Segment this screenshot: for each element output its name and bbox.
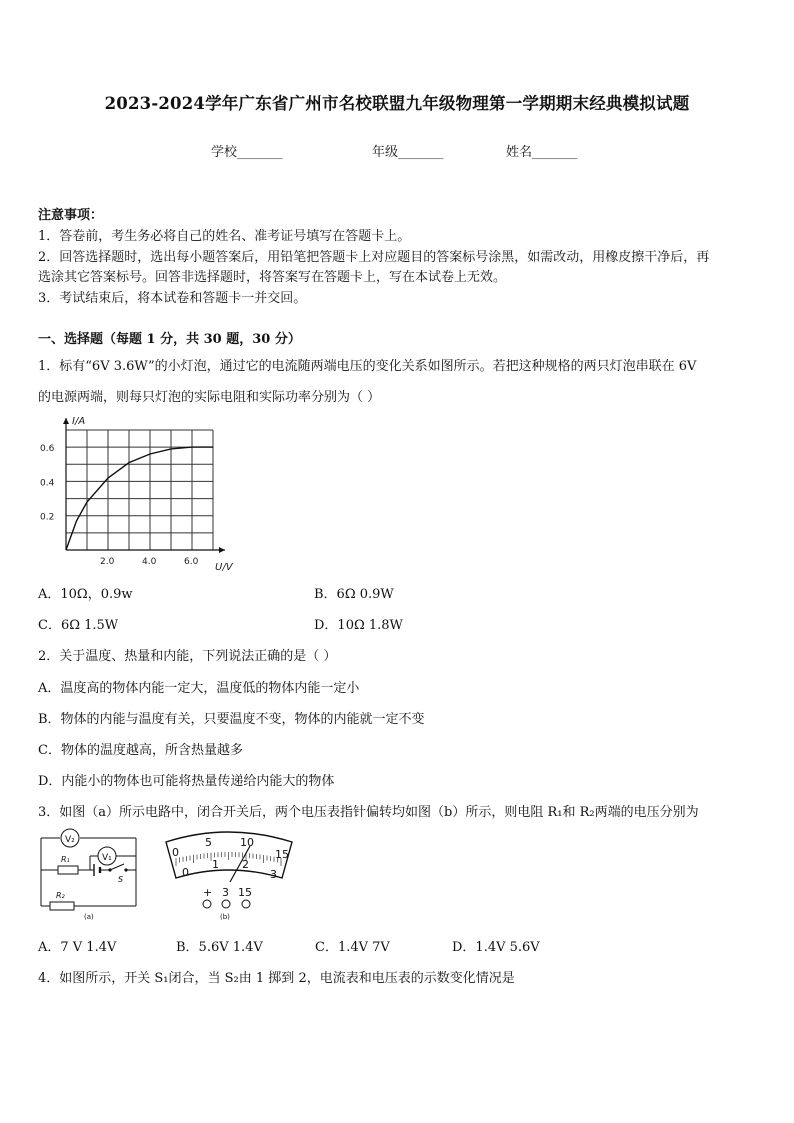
terminal-icon — [242, 900, 250, 908]
school-field: 学校_______ — [211, 145, 283, 160]
dial-bottom-label: 3 — [270, 868, 277, 881]
x-tick-label: 2.0 — [100, 557, 115, 567]
v2-label: V₂ — [65, 835, 75, 845]
x-tick-label: 6.0 — [184, 557, 199, 567]
q1-option-a[interactable]: A．10Ω，0.9w — [38, 587, 133, 602]
q1-stem: 的电源两端，则每只灯泡的实际电阻和实际功率分别为（ ） — [38, 390, 381, 405]
terminal-label: + — [203, 886, 213, 899]
grade-field: 年级_______ — [372, 145, 444, 160]
y-tick-label: 0.2 — [40, 512, 55, 523]
chart-grid — [66, 430, 213, 550]
terminal-label: 15 — [238, 886, 252, 899]
terminal-icon — [222, 900, 230, 908]
q3-option-b[interactable]: B．5.6V 1.4V — [176, 940, 263, 955]
q2-option-b[interactable]: B．物体的内能与温度有关，只要温度不变，物体的内能就一定不变 — [38, 712, 425, 727]
dial-top-label: 0 — [172, 846, 179, 859]
dial-top-label: 5 — [205, 836, 212, 849]
q1-option-b[interactable]: B．6Ω 0.9W — [314, 587, 394, 602]
q1-option-c[interactable]: C．6Ω 1.5W — [38, 618, 119, 633]
s-label: S — [118, 875, 124, 884]
terminal-icon — [203, 900, 211, 908]
dial-bottom-label: 0 — [182, 866, 189, 879]
resistor-r2-icon — [50, 902, 74, 910]
dial-bottom-label: 2 — [242, 858, 249, 871]
figure-a-label: (a) — [84, 913, 94, 921]
x-tick-label: 4.0 — [142, 557, 157, 567]
dial-top-label: 15 — [275, 848, 289, 861]
figure-b-label: (b) — [220, 913, 230, 921]
q3-option-d[interactable]: D．1.4V 5.6V — [452, 940, 540, 955]
switch-icon — [108, 868, 111, 871]
q3-voltmeter-dial — [160, 828, 300, 924]
q1-option-d[interactable]: D．10Ω 1.8W — [314, 618, 403, 633]
q2-option-d[interactable]: D．内能小的物体也可能将热量传递给内能大的物体 — [38, 774, 335, 789]
q3-option-c[interactable]: C．1.4V 7V — [315, 940, 390, 955]
q2-option-a[interactable]: A．温度高的物体内能一定大，温度低的物体内能一定小 — [38, 681, 360, 696]
x-axis-arrow — [219, 547, 225, 553]
notice-item: 3．考试结束后，将本试卷和答题卡一并交回。 — [38, 291, 307, 306]
q2-option-c[interactable]: C．物体的温度越高，所含热量越多 — [38, 743, 243, 758]
notice-item: 2．回答选择题时，选出每小题答案后，用铅笔把答题卡上对应题目的答案标号涂黑，如需改动，用橡皮擦干净后，再 — [38, 250, 710, 265]
r1-label: R₁ — [61, 855, 70, 864]
resistor-r1-icon — [58, 866, 78, 874]
dial-bottom-label: 1 — [212, 858, 219, 871]
q3-stem: 3．如图（a）所示电路中，闭合开关后，两个电压表指针偏转均如图（b）所示，则电阻 R₁和 R₂两端的电压分别为 — [38, 805, 699, 820]
x-axis-label: U/V — [215, 562, 233, 573]
q1-iv-chart — [36, 412, 233, 573]
notice-item: 1．答卷前，考生务必将自己的姓名、准考证号填写在答题卡上。 — [38, 229, 411, 244]
notice-heading: 注意事项： — [38, 208, 104, 223]
dial-top-label: 10 — [240, 836, 254, 849]
q2-stem: 2．关于温度、热量和内能，下列说法正确的是（ ） — [38, 649, 337, 664]
y-axis-label: I/A — [72, 416, 86, 427]
name-field: 姓名_______ — [506, 145, 578, 160]
q4-stem: 4．如图所示，开关 S₁闭合，当 S₂由 1 掷到 2，电流表和电压表的示数变化情况是 — [38, 971, 515, 986]
q3-option-a[interactable]: A．7 V 1.4V — [38, 940, 117, 955]
y-tick-label: 0.4 — [40, 478, 55, 489]
v1-label: V₁ — [102, 853, 112, 863]
page-title: 2023-2024学年广东省广州市名校联盟九年级物理第一学期期末经典模拟试题 — [104, 94, 690, 113]
terminal-label: 3 — [222, 886, 229, 899]
y-tick-label: 0.6 — [40, 444, 55, 455]
q3-circuit-diagram — [36, 828, 146, 924]
section-heading: 一、选择题（每题 1 分，共 30 题，30 分） — [38, 332, 301, 347]
notice-item: 选涂其它答案标号。回答非选择题时，将答案写在答题卡上，写在本试卷上无效。 — [38, 270, 507, 285]
q1-stem: 1．标有“6V 3.6W”的小灯泡，通过它的电流随两端电压的变化关系如图所示。若把这种规格的两只灯泡串联在 6V — [38, 359, 697, 374]
r2-label: R₂ — [56, 891, 65, 900]
y-axis-arrow — [63, 418, 69, 424]
